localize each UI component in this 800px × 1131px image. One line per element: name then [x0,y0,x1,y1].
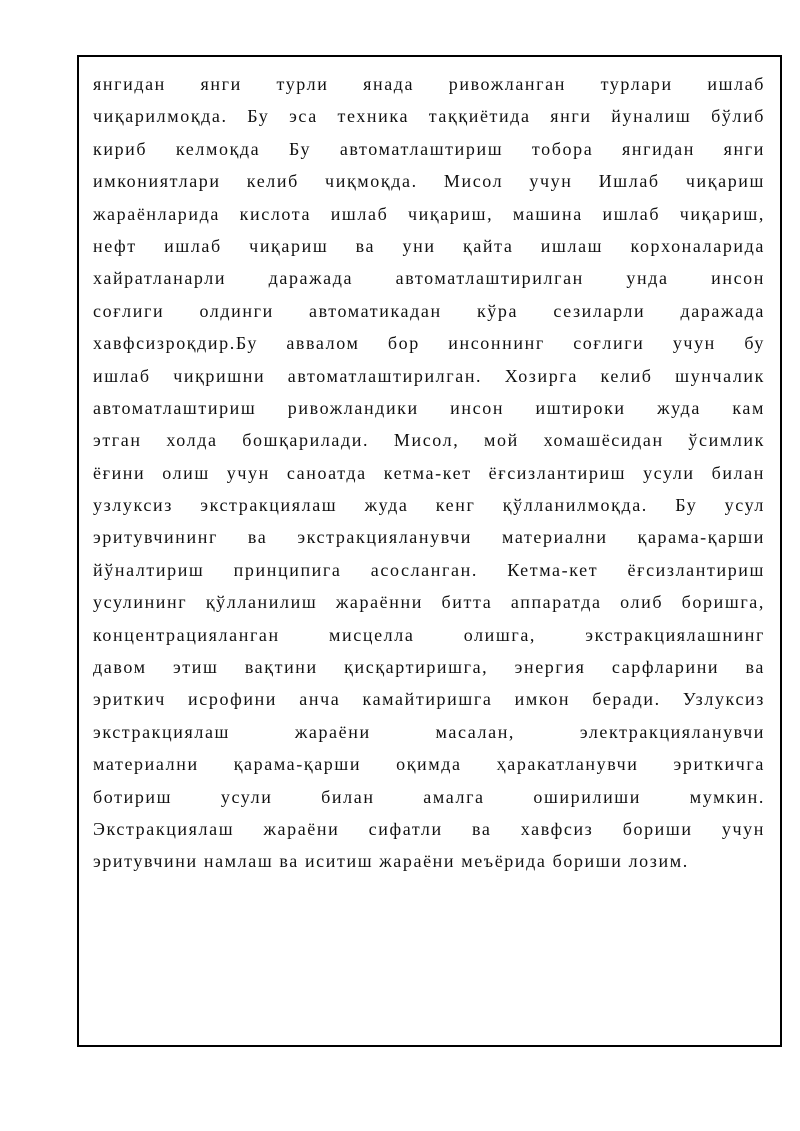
text-line: имкониятлари келиб чиқмоқда. Мисол учун Ишлаб чиқариш [93,171,765,192]
text-line: хавфсизроқдир.Бу аввалом бор инсоннинг соғлиги учун бу [93,333,765,354]
page-border [77,55,782,1047]
text-line: этган холда бошқарилади. Мисол, мой хомашёсидан ўсимлик [93,430,765,451]
text-line: узлуксиз экстракциялаш жуда кенг қўлланилмоқда. Бу усул [93,495,765,516]
text-line: кириб келмоқда Бу автоматлаштириш тобора янгидан янги [93,138,765,159]
text-line: материални қарама-қарши оқимда ҳаракатланувчи эриткичга [93,754,765,775]
text-line: концентрацияланган мисцелла олишга, экстракциялашнинг [93,624,765,645]
text-line: автоматлаштириш ривожландики инсон иштироки жуда кам [93,397,765,418]
text-line: ёғини олиш учун саноатда кетма-кет ёғсизлантириш усули билан [93,462,765,483]
text-line: экстракциялаш жараёни масалан, электракцияланувчи [93,721,765,742]
text-line: усулининг қўлланилиш жараённи битта аппаратда олиб боришга, [93,592,765,613]
text-line: жараёнларида кислота ишлаб чиқариш, машина ишлаб чиқариш, [93,203,765,224]
text-line: соғлиги олдинги автоматикадан кўра сезиларли даражада [93,300,765,321]
text-line: нефт ишлаб чиқариш ва уни қайта ишлаш корхоналарида [93,235,765,256]
text-line: эритувчининг ва экстракцияланувчи материални қарама-қарши [93,527,765,548]
text-line: Экстракциялаш жараёни сифатли ва хавфсиз бориши учун [93,818,765,839]
body-text [93,68,765,878]
text-line: эритувчини намлаш ва иситиш жараёни меъёрида бориши лозим. [93,851,689,872]
text-line: хайратланарли даражада автоматлаштирилган унда инсон [93,268,765,289]
text-line: эриткич исрофини анча камайтиришга имкон беради. Узлуксиз [93,689,765,710]
text-line: давом этиш вақтини қисқартиришга, энергия сарфларини ва [93,657,765,678]
text-line: чиқарилмоқда. Бу эса техника таққиётида янги йуналиш бўлиб [93,106,765,127]
text-line: ботириш усули билан амалга оширилиши мумкин. [93,786,765,807]
text-line: янгидан янги турли янада ривожланган турлари ишлаб [93,74,765,94]
text-line: ишлаб чиқришни автоматлаштирилган. Хозирга келиб шунчалик [93,365,765,386]
text-line: йўналтириш принципига асосланган. Кетма-кет ёғсизлантириш [93,559,765,580]
